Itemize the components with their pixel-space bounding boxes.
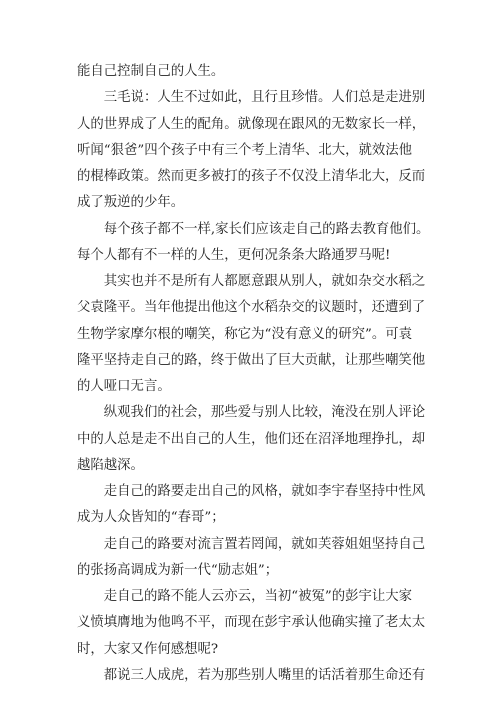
text-line: 生物学家摩尔根的嘲笑，称它为“没有意义的研究”。可袁	[77, 326, 413, 342]
text-line: 三毛说：人生不过如此，且行且珍惜。人们总是走进别	[77, 90, 426, 106]
text-line: 每个人都有不一样的人生，更何况条条大路通罗马呢!	[77, 247, 391, 263]
text-line: 成了叛逆的少年。	[77, 195, 185, 211]
text-line: 成为人众皆知的“春哥”；	[77, 510, 225, 526]
text-line: 义愤填膺地为他鸣不平，而现在彭宇承认他确实撞了老太太	[77, 615, 426, 631]
text-line: 其实也并不是所有人都愿意跟从别人，就如杂交水稻之	[77, 274, 426, 289]
text-line: 父袁隆平。当年他提出他这个水稻杂交的议题时，还遭到了	[77, 300, 426, 316]
text-line: 走自己的路不能人云亦云，当初“被冤”的彭宇让大家	[77, 589, 413, 604]
text-line: 的棍棒政策。然而更多被打的孩子不仅没上清华北大，反而	[77, 169, 426, 184]
text-line: 走自己的路要走出自己的风格，就如李宇春坚持中性风	[77, 484, 426, 499]
text-line: 听闻“狠爸”四个孩子中有三个考上清华、北大，就效法他	[77, 142, 413, 158]
body-text	[77, 59, 429, 689]
text-line: 每个孩子都不一样,家长们应该走自己的路去教育他们。	[77, 221, 430, 237]
text-line: 的张扬高调成为新一代“励志姐”；	[77, 562, 279, 578]
text-line: 中的人总是走不出自己的人生，他们还在沼泽地理挣扎，却	[77, 431, 426, 447]
text-line: 走自己的路要对流言置若罔闻，就如芙蓉姐姐坚持自己	[77, 536, 426, 552]
text-line: 人的世界成了人生的配角。就像现在跟风的无数家长一样，	[77, 116, 426, 132]
text-line: 的人哑口无言。	[77, 379, 171, 394]
text-line: 都说三人成虎，若为那些别人嘴里的话活着那生命还有	[77, 667, 426, 683]
text-line: 时，大家又作何感想呢?	[77, 641, 219, 657]
text-line: 隆平坚持走自己的路，终于做出了巨大贡献，让那些嘲笑他	[77, 352, 426, 368]
text-line: 越陷越深。	[77, 457, 144, 473]
text-line: 能自己控制自己的人生。	[77, 64, 225, 79]
text-line: 纵观我们的社会，那些爱与别人比较，淹没在别人评论	[77, 405, 426, 421]
